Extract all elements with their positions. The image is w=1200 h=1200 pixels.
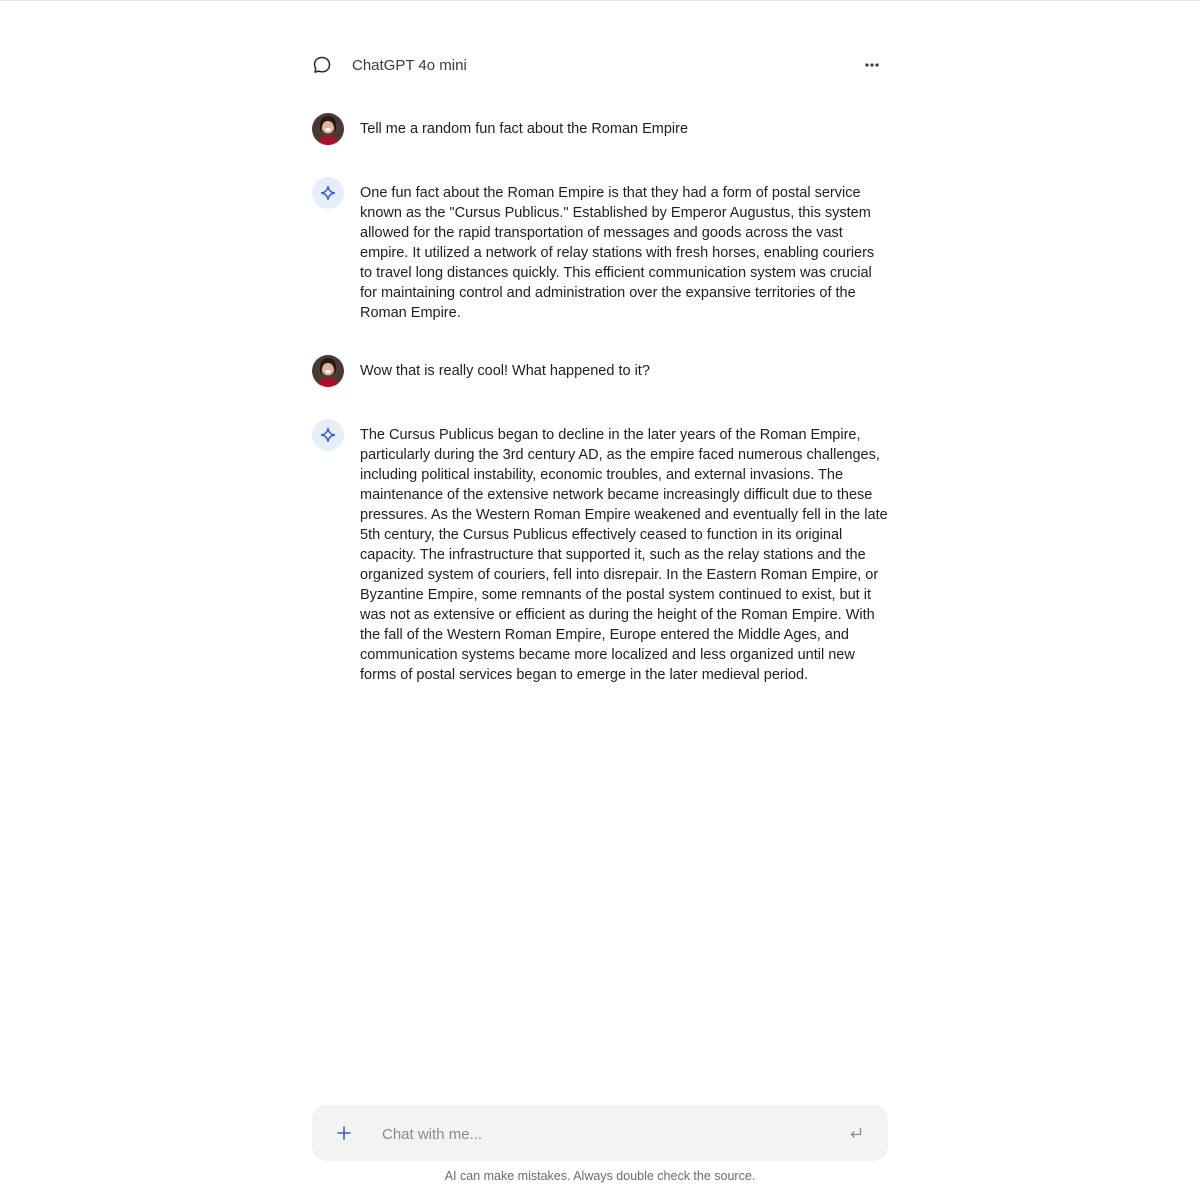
message-text: The Cursus Publicus began to decline in the later years of the Roman Empire, particularly during the 3rd century AD, as the empire faced numerous challenges, including political instability, economic troubles, and external invasions. The maintenance of the extensive network became increasingly difficult due to these pressures. As the Western Roman Empire weakened and eventually fell in the late 5th century, the Cursus Publicus effectively ceased to function in its original capacity. The infrastructure that supported it, such as the relay stations and the organized system of couriers, fell into disrepair. In the Eastern Roman Empire, or Byzantine Empire, some remnants of the postal system continued to exist, but it was not as extensive or efficient as during the height of the Roman Empire. With the fall of the Western Roman Empire, Europe entered the Middle Ages, and communication systems became more localized and less organized until new forms of postal services began to emerge in the later medieval period. — [360, 427, 888, 683]
sparkle-icon — [312, 177, 344, 209]
add-attachment-button[interactable] — [334, 1123, 354, 1143]
chat-bubble-icon — [312, 55, 332, 75]
message-text: One fun fact about the Roman Empire is that they had a form of postal service known as the "Cursus Publicus." Established by Emperor Augustus, this system allowed for the rapid transportation of messages and goods across the vast empire. It utilized a network of relay stations with fresh horses, enabling couriers to travel long distances quickly. This efficient communication system was crucial for maintaining control and administration over the expansive territories of the Roman Empire. — [360, 185, 875, 321]
model-title[interactable]: ChatGPT 4o mini — [352, 56, 467, 74]
enter-return-icon — [848, 1125, 864, 1141]
top-divider — [0, 0, 1200, 1]
plus-icon — [336, 1125, 352, 1141]
more-horizontal-icon — [862, 55, 882, 75]
chat-header — [312, 48, 888, 82]
send-button[interactable] — [846, 1123, 866, 1143]
user-avatar — [312, 355, 344, 387]
message-text: Wow that is really cool! What happened to it? — [360, 363, 650, 379]
chat-input[interactable] — [380, 1119, 824, 1149]
message-text: Tell me a random fun fact about the Roman Empire — [360, 121, 689, 137]
sparkle-icon — [312, 419, 344, 451]
chat-composer — [312, 1105, 888, 1161]
disclaimer-text: AI can make mistakes. Always double check the source. — [444, 1169, 756, 1183]
more-options-button[interactable] — [862, 55, 882, 75]
user-avatar — [312, 113, 344, 145]
